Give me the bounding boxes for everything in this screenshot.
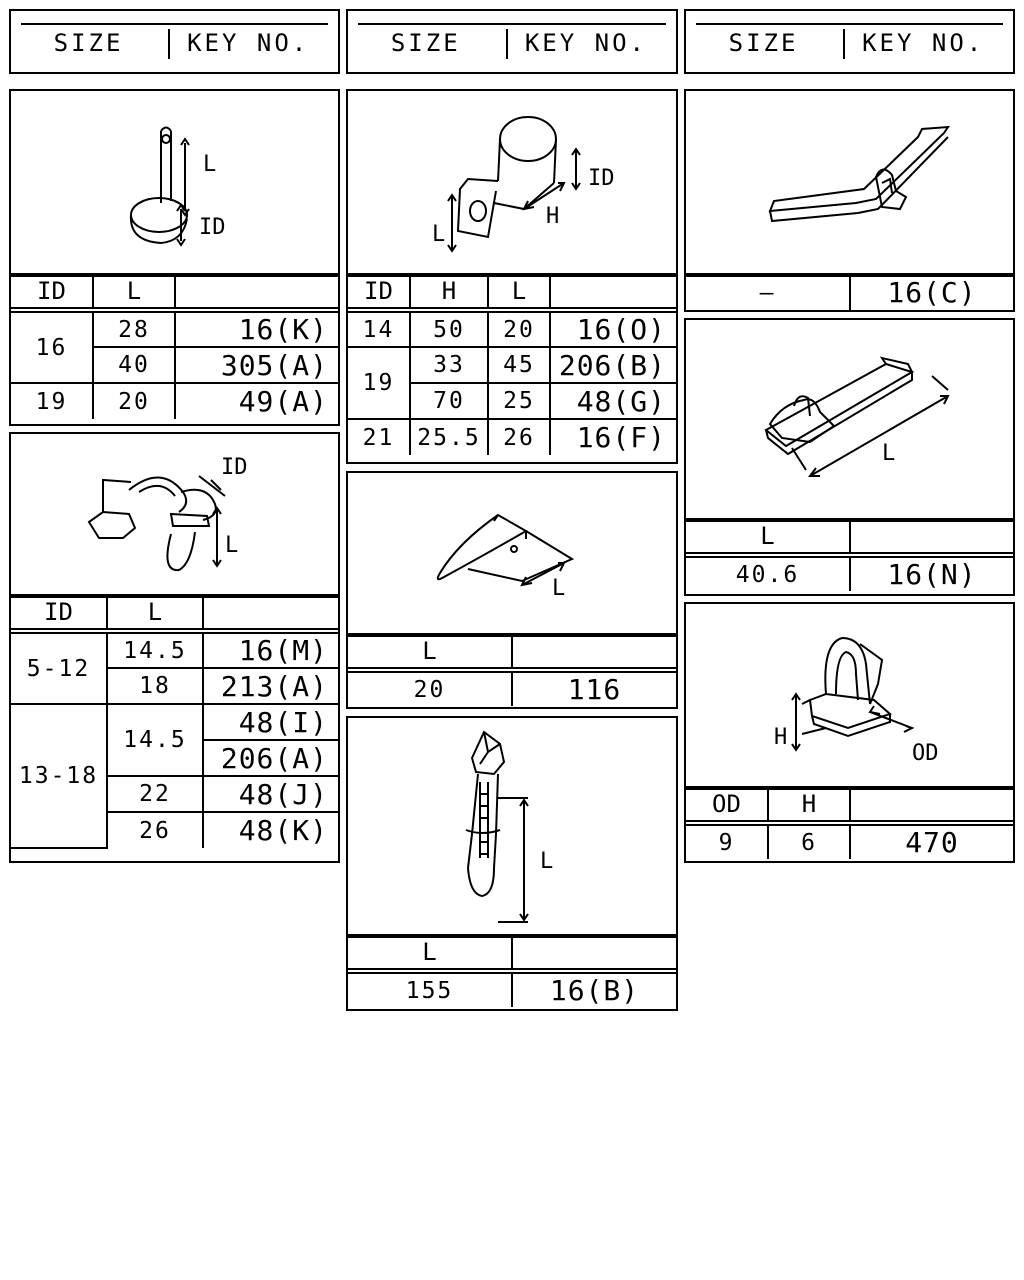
key-number: 206(A)	[203, 740, 338, 776]
spring-clip-table	[348, 633, 676, 706]
col-header	[203, 595, 338, 631]
table-row: 40 305(A)	[11, 347, 338, 383]
panel-bracket-clamp	[346, 89, 678, 464]
dim-id-label: ID	[588, 166, 615, 191]
col-header: L	[348, 935, 512, 971]
dim-l-label: L	[552, 576, 566, 601]
table-row: 40.6 16(N)	[686, 555, 1013, 591]
dim-h-label: H	[774, 725, 788, 750]
col-header	[512, 634, 676, 670]
col-header	[512, 935, 676, 971]
key-number: 116	[512, 670, 676, 706]
panel-clamp-tab	[9, 89, 340, 426]
dim-id-label: ID	[199, 215, 226, 240]
header-key-no: KEY NO.	[524, 29, 647, 57]
double-clamp-table	[11, 594, 338, 849]
flat-band-table	[686, 273, 1013, 310]
dim-l-label: L	[540, 849, 554, 874]
header-size: SIZE	[728, 29, 799, 57]
table-row: 19 33 45 206(B)	[348, 347, 676, 383]
table-row: 26 48(K)	[11, 812, 338, 848]
panel-spring-clip	[346, 471, 678, 709]
key-number: 48(K)	[203, 812, 338, 848]
header-key-no: KEY NO.	[862, 29, 985, 57]
col-header	[175, 274, 338, 310]
grommet-clip-table	[686, 786, 1013, 859]
col-header: H	[410, 274, 488, 310]
dim-l-label: L	[432, 222, 446, 247]
header-size: SIZE	[390, 29, 461, 57]
col-header: ID	[11, 595, 107, 631]
bracket-clamp-drawing	[348, 91, 676, 277]
col-header: L	[488, 274, 550, 310]
col-header	[550, 274, 676, 310]
clamp-tab-table	[11, 273, 338, 419]
key-number: 470	[850, 823, 1013, 859]
header-col-2	[346, 9, 678, 74]
key-number: 16(O)	[550, 310, 676, 347]
key-number: 16(N)	[850, 555, 1013, 591]
header-col-1	[9, 9, 340, 74]
key-number: 48(J)	[203, 776, 338, 812]
table-row: — 16(C)	[686, 274, 1013, 310]
key-number: 16(M)	[203, 631, 338, 668]
header-col-3	[684, 9, 1015, 74]
key-number: 16(K)	[175, 310, 338, 347]
table-row: 14 50 20 16(O)	[348, 310, 676, 347]
panel-strap-clip	[684, 318, 1015, 596]
col-header: ID	[348, 274, 410, 310]
grommet-clip-drawing	[686, 604, 1013, 790]
panel-flat-band	[684, 89, 1015, 312]
col-header: ID	[11, 274, 93, 310]
header-size: SIZE	[53, 29, 124, 57]
table-row: 18 213(A)	[11, 668, 338, 704]
key-number: 48(G)	[550, 383, 676, 419]
key-number: 49(A)	[175, 383, 338, 419]
key-number: 213(A)	[203, 668, 338, 704]
table-row: 22 48(J)	[11, 776, 338, 812]
key-number: 16(F)	[550, 419, 676, 455]
table-row: 13-18 14.5 48(I)	[11, 704, 338, 740]
panel-double-clamp	[9, 432, 340, 863]
push-pin-drawing	[348, 718, 676, 938]
col-header	[850, 519, 1013, 555]
panel-grommet-clip	[684, 602, 1015, 863]
col-header: L	[686, 519, 850, 555]
table-row: 16 28 16(K)	[11, 310, 338, 347]
col-header: L	[93, 274, 175, 310]
double-clamp-drawing	[11, 434, 338, 598]
bracket-clamp-table	[348, 273, 676, 455]
table-row: 70 25 48(G)	[348, 383, 676, 419]
table-row: 155 16(B)	[348, 971, 676, 1007]
key-number: 305(A)	[175, 347, 338, 383]
push-pin-table	[348, 934, 676, 1007]
dim-h-label: H	[546, 204, 560, 229]
table-row: 5-12 14.5 16(M)	[11, 631, 338, 668]
panel-push-pin	[346, 716, 678, 1011]
dim-l-label: L	[882, 441, 896, 466]
table-row: 19 20 49(A)	[11, 383, 338, 419]
dim-od-label: OD	[912, 741, 939, 766]
col-header	[850, 787, 1013, 823]
col-header: H	[768, 787, 850, 823]
header-key-no: KEY NO.	[187, 29, 310, 57]
dim-l-label: L	[225, 533, 239, 558]
table-row: 20 116	[348, 670, 676, 706]
col-header: OD	[686, 787, 768, 823]
flat-band-drawing	[686, 91, 1013, 277]
clamp-tab-drawing	[11, 91, 338, 277]
key-number: 48(I)	[203, 704, 338, 740]
key-number: 16(B)	[512, 971, 676, 1007]
col-header: L	[107, 595, 203, 631]
spring-clip-drawing	[348, 473, 676, 637]
key-number: 16(C)	[850, 274, 1013, 310]
dim-l-label: L	[203, 152, 217, 177]
key-number: 206(B)	[550, 347, 676, 383]
strap-clip-table	[686, 518, 1013, 591]
col-header: L	[348, 634, 512, 670]
table-row: 9 6 470	[686, 823, 1013, 859]
strap-clip-drawing	[686, 320, 1013, 522]
table-row: 21 25.5 26 16(F)	[348, 419, 676, 455]
dim-id-label: ID	[221, 455, 248, 480]
